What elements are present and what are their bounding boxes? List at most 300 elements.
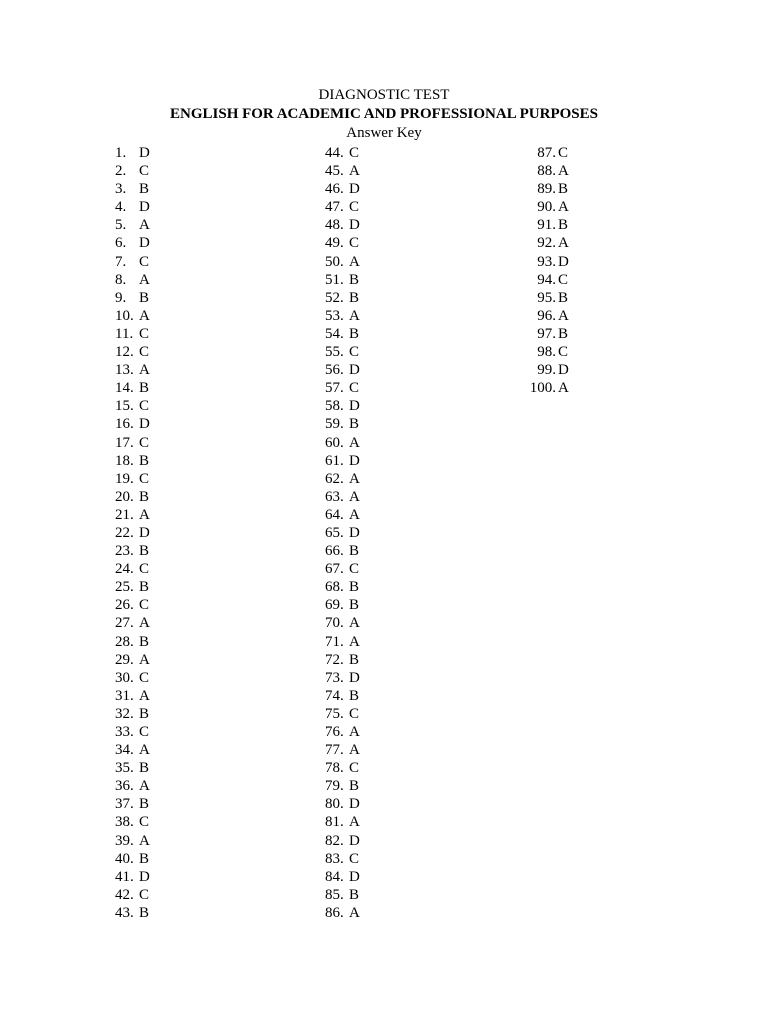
- question-number: 33.: [115, 724, 134, 740]
- answer-row: [528, 234, 569, 252]
- question-number: 54.: [325, 325, 344, 342]
- answer-letter: C: [139, 253, 150, 270]
- question-number: 79.: [325, 778, 344, 795]
- answer-letter: B: [139, 543, 150, 560]
- answer-row: [528, 325, 569, 343]
- answer-letter: A: [349, 633, 360, 650]
- answer-row: [115, 506, 150, 524]
- answer-row: [115, 415, 150, 433]
- answer-row: [528, 379, 569, 397]
- answer-column-2: [325, 144, 360, 922]
- question-number: 47.: [325, 199, 344, 216]
- answer-row: [115, 904, 150, 922]
- answer-letter: A: [349, 506, 360, 523]
- answer-letter: A: [139, 687, 150, 704]
- answer-row: [115, 723, 150, 741]
- question-number: 24.: [115, 561, 134, 578]
- answer-letter: D: [349, 217, 360, 234]
- answer-row: [325, 415, 360, 433]
- answer-letter: C: [139, 470, 150, 487]
- answer-row: [325, 596, 360, 614]
- answer-letter: A: [349, 163, 360, 180]
- answer-row: [325, 379, 360, 397]
- answer-row: [115, 633, 150, 651]
- question-number: 37.: [115, 796, 134, 813]
- question-number: 67.: [325, 561, 344, 578]
- answer-row: [325, 144, 360, 162]
- answer-letter: A: [558, 199, 569, 216]
- answer-row: [115, 379, 150, 397]
- question-number: 73.: [325, 669, 344, 686]
- answer-row: [528, 343, 569, 361]
- answer-row: [325, 651, 360, 669]
- question-number: 64.: [325, 506, 344, 523]
- answer-column-3: [528, 144, 569, 397]
- answer-letter: A: [139, 778, 150, 795]
- answer-letter: C: [139, 669, 150, 686]
- answer-letter: C: [139, 814, 150, 831]
- answer-letter: C: [558, 344, 569, 361]
- answer-row: [115, 180, 150, 198]
- answer-letter: A: [558, 235, 569, 252]
- answer-letter: D: [349, 796, 360, 813]
- answer-letter: C: [349, 705, 360, 722]
- answer-letter: B: [349, 579, 360, 596]
- question-number: 50.: [325, 253, 344, 270]
- answer-row: [325, 234, 360, 252]
- answer-row: [325, 506, 360, 524]
- answer-letter: D: [349, 181, 360, 198]
- question-number: 34.: [115, 742, 134, 759]
- answer-row: [115, 759, 150, 777]
- question-number: 46.: [325, 181, 344, 198]
- answer-row: [325, 180, 360, 198]
- answer-row: [115, 452, 150, 470]
- question-number: 81.: [325, 814, 344, 831]
- answer-row: [115, 614, 150, 632]
- question-number: 92.: [537, 235, 556, 252]
- answer-letter: D: [139, 235, 150, 252]
- answer-letter: B: [139, 579, 150, 596]
- answer-letter: B: [139, 488, 150, 505]
- answer-letter: B: [558, 181, 569, 198]
- question-number: 88.: [537, 163, 556, 180]
- answer-letter: A: [139, 506, 150, 523]
- answer-row: [528, 307, 569, 325]
- answer-letter: C: [349, 344, 360, 361]
- question-number: 76.: [325, 724, 344, 740]
- answer-letter: C: [139, 886, 150, 903]
- question-number: 35.: [115, 760, 134, 777]
- answer-letter: A: [139, 615, 150, 632]
- answer-row: [115, 524, 150, 542]
- answer-row: [325, 325, 360, 343]
- question-number: 53.: [325, 307, 344, 324]
- answer-row: [115, 162, 150, 180]
- question-number: 27.: [115, 615, 134, 632]
- answer-letter: D: [349, 669, 360, 686]
- answer-row: [115, 234, 150, 252]
- answer-letter: A: [349, 904, 360, 921]
- answer-letter: C: [139, 434, 150, 451]
- answer-row: [325, 705, 360, 723]
- answer-row: [325, 669, 360, 687]
- question-number: 96.: [537, 307, 556, 324]
- answer-letter: B: [139, 850, 150, 867]
- answer-letter: B: [349, 778, 360, 795]
- question-number: 71.: [325, 633, 344, 650]
- answer-letter: A: [139, 362, 150, 379]
- question-number: 90.: [537, 199, 556, 216]
- question-number: 83.: [325, 850, 344, 867]
- answer-row: [325, 488, 360, 506]
- question-number: 97.: [537, 325, 556, 342]
- answer-letter: D: [139, 199, 150, 216]
- answer-letter: B: [139, 796, 150, 813]
- question-number: 68.: [325, 579, 344, 596]
- answer-row: [115, 578, 150, 596]
- answer-letter: B: [349, 886, 360, 903]
- question-number: 48.: [325, 217, 344, 234]
- answer-letter: D: [558, 253, 569, 270]
- question-number: 36.: [115, 778, 134, 795]
- answer-row: [325, 886, 360, 904]
- answer-letter: A: [349, 742, 360, 759]
- question-number: 4.: [115, 199, 127, 216]
- question-number: 57.: [325, 380, 344, 397]
- question-number: 3.: [115, 181, 127, 198]
- answer-row: [325, 759, 360, 777]
- answer-letter: A: [349, 615, 360, 632]
- question-number: 32.: [115, 705, 134, 722]
- question-number: 39.: [115, 832, 134, 849]
- answer-letter: B: [349, 543, 360, 560]
- question-number: 85.: [325, 886, 344, 903]
- answer-letter: D: [349, 398, 360, 415]
- question-number: 58.: [325, 398, 344, 415]
- answer-row: [115, 813, 150, 831]
- answer-row: [528, 198, 569, 216]
- answer-row: [115, 886, 150, 904]
- answer-letter: D: [139, 868, 150, 885]
- answer-row: [115, 397, 150, 415]
- answer-row: [115, 795, 150, 813]
- question-number: 80.: [325, 796, 344, 813]
- answer-row: [325, 198, 360, 216]
- answer-row: [325, 777, 360, 795]
- question-number: 91.: [537, 217, 556, 234]
- question-number: 82.: [325, 832, 344, 849]
- answer-letter: A: [139, 832, 150, 849]
- question-number: 61.: [325, 452, 344, 469]
- answer-letter: C: [349, 760, 360, 777]
- answer-row: [325, 633, 360, 651]
- answer-row: [325, 542, 360, 560]
- answer-row: [115, 144, 150, 162]
- question-number: 38.: [115, 814, 134, 831]
- question-number: 13.: [115, 362, 134, 379]
- question-number: 16.: [115, 416, 134, 433]
- question-number: 52.: [325, 289, 344, 306]
- answer-row: [115, 307, 150, 325]
- answer-letter: B: [349, 416, 360, 433]
- question-number: 86.: [325, 904, 344, 921]
- question-number: 94.: [537, 271, 556, 288]
- answer-letter: C: [349, 561, 360, 578]
- answer-row: [325, 452, 360, 470]
- question-number: 89.: [537, 181, 556, 198]
- question-number: 12.: [115, 344, 134, 361]
- question-number: 41.: [115, 868, 134, 885]
- question-number: 75.: [325, 705, 344, 722]
- question-number: 17.: [115, 434, 134, 451]
- question-number: 49.: [325, 235, 344, 252]
- question-number: 31.: [115, 687, 134, 704]
- question-number: 18.: [115, 452, 134, 469]
- question-number: 93.: [537, 253, 556, 270]
- answer-letter: C: [139, 398, 150, 415]
- answer-key-caption: Answer Key: [346, 125, 422, 141]
- answer-letter: C: [349, 380, 360, 397]
- question-number: 9.: [115, 289, 127, 306]
- answer-letter: B: [139, 452, 150, 469]
- answer-letter: A: [349, 434, 360, 451]
- question-number: 19.: [115, 470, 134, 487]
- answer-letter: C: [349, 235, 360, 252]
- question-number: 44.: [325, 145, 344, 161]
- question-number: 45.: [325, 163, 344, 180]
- answer-row: [115, 325, 150, 343]
- answer-letter: A: [139, 307, 150, 324]
- question-number: 72.: [325, 651, 344, 668]
- answer-letter: B: [139, 904, 150, 921]
- answer-row: [528, 361, 569, 379]
- answer-row: [528, 216, 569, 234]
- question-number: 14.: [115, 380, 134, 397]
- answer-letter: C: [349, 145, 360, 161]
- answer-row: [325, 741, 360, 759]
- answer-letter: D: [139, 416, 150, 433]
- answer-row: [115, 253, 150, 271]
- question-number: 66.: [325, 543, 344, 560]
- answer-row: [325, 614, 360, 632]
- question-number: 15.: [115, 398, 134, 415]
- question-number: 84.: [325, 868, 344, 885]
- answer-row: [325, 813, 360, 831]
- question-number: 74.: [325, 687, 344, 704]
- answer-letter: D: [349, 362, 360, 379]
- answer-row: [115, 488, 150, 506]
- answer-row: [115, 596, 150, 614]
- answer-row: [115, 705, 150, 723]
- question-number: 23.: [115, 543, 134, 560]
- answer-row: [325, 795, 360, 813]
- question-number: 55.: [325, 344, 344, 361]
- answer-letter: A: [349, 488, 360, 505]
- answer-row: [115, 470, 150, 488]
- answer-letter: B: [139, 181, 150, 198]
- answer-letter: A: [139, 651, 150, 668]
- answer-letter: B: [558, 289, 569, 306]
- answer-letter: A: [349, 253, 360, 270]
- answer-letter: D: [349, 452, 360, 469]
- answer-letter: A: [139, 217, 150, 234]
- question-number: 25.: [115, 579, 134, 596]
- answer-row: [528, 253, 569, 271]
- answer-row: [325, 397, 360, 415]
- answer-row: [325, 723, 360, 741]
- answer-letter: C: [139, 724, 150, 740]
- question-number: 60.: [325, 434, 344, 451]
- answer-row: [115, 198, 150, 216]
- answer-letter: B: [349, 597, 360, 614]
- question-number: 51.: [325, 271, 344, 288]
- document-subtitle: ENGLISH FOR ACADEMIC AND PROFESSIONAL PURPOSES: [170, 106, 598, 122]
- answer-letter: B: [349, 325, 360, 342]
- answer-row: [115, 361, 150, 379]
- question-number: 40.: [115, 850, 134, 867]
- answer-letter: C: [349, 199, 360, 216]
- question-number: 10.: [115, 307, 134, 324]
- answer-row: [115, 343, 150, 361]
- document-title: DIAGNOSTIC TEST: [318, 87, 450, 103]
- question-number: 2.: [115, 163, 127, 180]
- answer-column-1: [115, 144, 150, 922]
- answer-letter: A: [349, 470, 360, 487]
- question-number: 5.: [115, 217, 127, 234]
- answer-letter: B: [349, 687, 360, 704]
- answer-letter: B: [139, 760, 150, 777]
- answer-row: [528, 180, 569, 198]
- answer-row: [115, 741, 150, 759]
- question-number: 26.: [115, 597, 134, 614]
- question-number: 87.: [537, 145, 556, 161]
- answer-row: [115, 832, 150, 850]
- answer-row: [115, 651, 150, 669]
- answer-letter: B: [349, 271, 360, 288]
- question-number: 6.: [115, 235, 127, 252]
- question-number: 95.: [537, 289, 556, 306]
- answer-row: [325, 578, 360, 596]
- question-number: 70.: [325, 615, 344, 632]
- answer-row: [115, 777, 150, 795]
- answer-letter: B: [139, 633, 150, 650]
- answer-row: [325, 687, 360, 705]
- answer-letter: D: [349, 832, 360, 849]
- answer-row: [325, 343, 360, 361]
- question-number: 78.: [325, 760, 344, 777]
- answer-row: [325, 216, 360, 234]
- answer-row: [115, 687, 150, 705]
- answer-row: [115, 868, 150, 886]
- question-number: 20.: [115, 488, 134, 505]
- answer-row: [325, 253, 360, 271]
- answer-row: [528, 144, 569, 162]
- answer-letter: A: [349, 307, 360, 324]
- answer-letter: A: [558, 307, 569, 324]
- answer-letter: C: [558, 145, 569, 161]
- question-number: 22.: [115, 524, 134, 541]
- question-number: 100.: [529, 380, 556, 397]
- answer-row: [115, 560, 150, 578]
- answer-row: [115, 669, 150, 687]
- answer-row: [528, 162, 569, 180]
- answer-letter: C: [139, 344, 150, 361]
- answer-letter: C: [558, 271, 569, 288]
- answer-letter: C: [139, 325, 150, 342]
- answer-row: [325, 271, 360, 289]
- answer-letter: A: [349, 814, 360, 831]
- answer-letter: D: [139, 524, 150, 541]
- answer-letter: B: [349, 289, 360, 306]
- question-number: 30.: [115, 669, 134, 686]
- answer-letter: B: [139, 289, 150, 306]
- question-number: 98.: [537, 344, 556, 361]
- answer-letter: B: [349, 651, 360, 668]
- question-number: 8.: [115, 271, 127, 288]
- answer-row: [325, 904, 360, 922]
- question-number: 56.: [325, 362, 344, 379]
- answer-row: [325, 162, 360, 180]
- question-number: 59.: [325, 416, 344, 433]
- question-number: 69.: [325, 597, 344, 614]
- answer-row: [528, 289, 569, 307]
- answer-letter: D: [558, 362, 569, 379]
- answer-letter: A: [349, 724, 360, 740]
- question-number: 1.: [115, 145, 127, 161]
- question-number: 65.: [325, 524, 344, 541]
- answer-row: [115, 434, 150, 452]
- answer-letter: C: [139, 561, 150, 578]
- answer-row: [325, 868, 360, 886]
- answer-letter: A: [139, 742, 150, 759]
- answer-row: [115, 216, 150, 234]
- answer-letter: C: [139, 597, 150, 614]
- answer-row: [115, 289, 150, 307]
- question-number: 77.: [325, 742, 344, 759]
- question-number: 11.: [115, 325, 134, 342]
- answer-letter: D: [139, 145, 150, 161]
- answer-row: [325, 560, 360, 578]
- answer-letter: A: [558, 380, 569, 397]
- question-number: 29.: [115, 651, 134, 668]
- answer-row: [325, 307, 360, 325]
- answer-row: [325, 524, 360, 542]
- answer-row: [115, 850, 150, 868]
- answer-row: [115, 542, 150, 560]
- answer-letter: A: [139, 271, 150, 288]
- answer-row: [115, 271, 150, 289]
- answer-letter: B: [558, 325, 569, 342]
- answer-row: [325, 434, 360, 452]
- question-number: 21.: [115, 506, 134, 523]
- answer-letter: B: [139, 705, 150, 722]
- answer-row: [325, 832, 360, 850]
- answer-letter: B: [139, 380, 150, 397]
- answer-row: [325, 470, 360, 488]
- answer-letter: B: [558, 217, 569, 234]
- answer-letter: C: [139, 163, 150, 180]
- answer-row: [325, 850, 360, 868]
- answer-row: [325, 289, 360, 307]
- question-number: 63.: [325, 488, 344, 505]
- question-number: 62.: [325, 470, 344, 487]
- answer-letter: D: [349, 868, 360, 885]
- question-number: 42.: [115, 886, 134, 903]
- answer-letter: D: [349, 524, 360, 541]
- answer-letter: A: [558, 163, 569, 180]
- answer-letter: C: [349, 850, 360, 867]
